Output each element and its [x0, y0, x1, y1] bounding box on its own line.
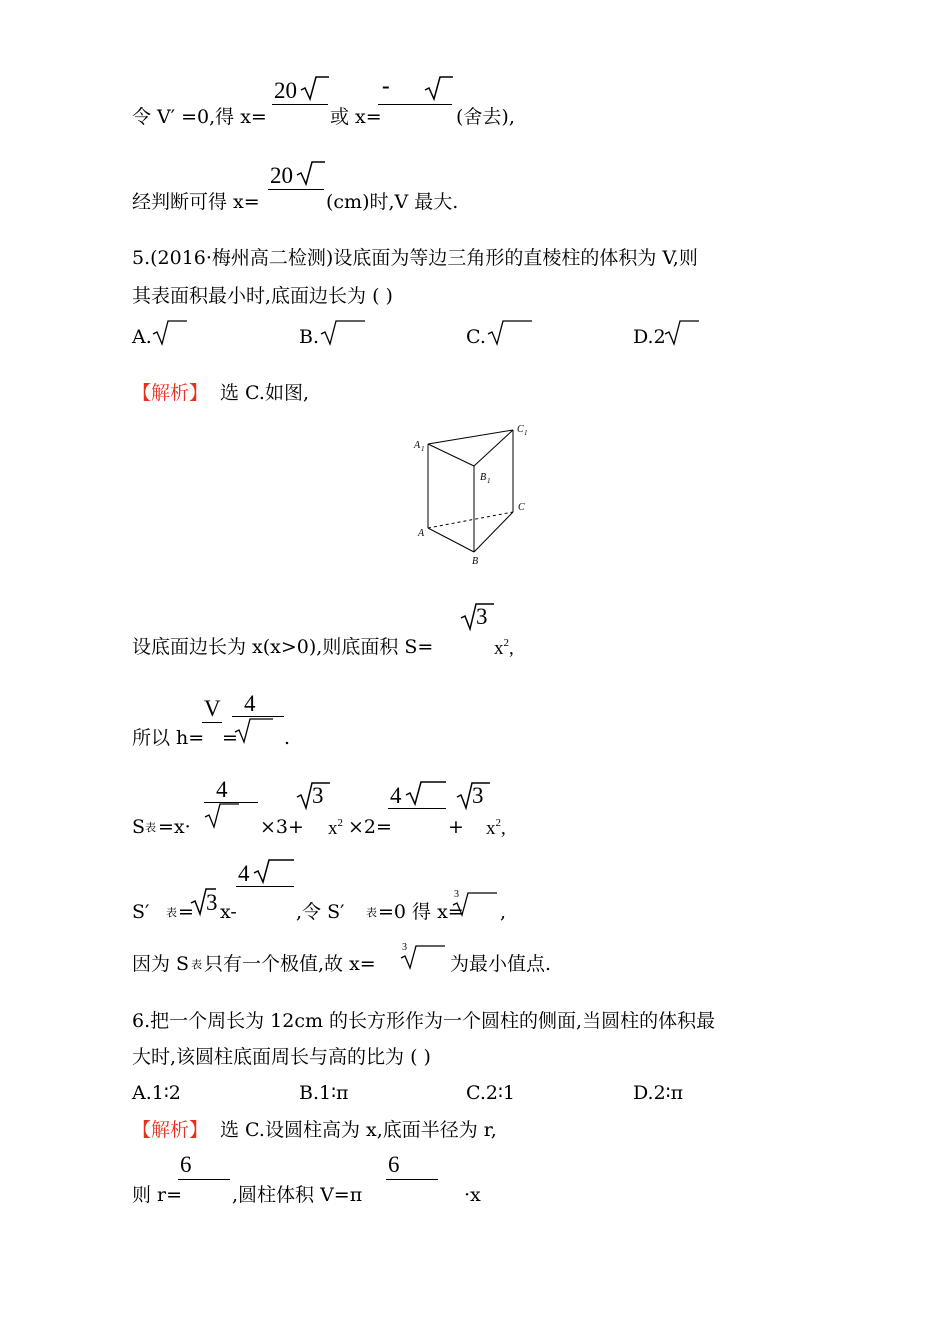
svg-text:1: 1 [421, 445, 425, 453]
x-squared: $x^2$, [494, 637, 514, 659]
fraction-bar [378, 104, 452, 105]
vertex-label: C [517, 424, 524, 435]
q6-option-c: C.2∶1 [466, 1082, 516, 1104]
line2-suffix: (cm)时,V 最大. [326, 191, 459, 213]
cube-root-icon [400, 945, 446, 971]
q5-stem-line1: 5.(2016·梅州高二检测)设底面为等边三角形的直棱柱的体积为 V,则 [132, 247, 698, 269]
fraction-bar [232, 716, 284, 717]
fraction-bar [386, 1179, 438, 1180]
svg-text:1: 1 [487, 477, 491, 485]
sqrt-icon [253, 859, 295, 885]
sqrt-icon [405, 781, 447, 807]
sqrt-icon [204, 803, 240, 829]
q6-analysis-tag: 【解析】 [132, 1119, 209, 1141]
q5-option-b: B. [299, 326, 320, 348]
frac2-numerator: - [382, 73, 390, 98]
q6-option-d: D.2∶π [633, 1082, 684, 1104]
vertex-label: B [472, 556, 479, 567]
or-text: 或 x= [330, 106, 382, 128]
q6-option-b: B.1∶π [299, 1082, 349, 1104]
fraction-bar [202, 722, 222, 723]
q6-stem-line2: 大时,该圆柱底面周长与高的比为 ( ) [132, 1046, 431, 1068]
frac-numerator: 20 [270, 163, 293, 188]
sqrt-radicand: 3 [476, 604, 488, 629]
cube-root-icon [452, 892, 498, 918]
q5-stem-line2: 其表面积最小时,底面边长为 ( ) [132, 285, 393, 307]
sqrt-icon [234, 718, 274, 744]
vertex-label: A [414, 440, 421, 451]
svg-text:1: 1 [524, 429, 528, 437]
vertex-label: C [518, 502, 525, 513]
vertex-label: A [418, 528, 425, 539]
line1-prefix: 令 V′ =0,得 x= [132, 106, 267, 128]
vertex-label: B [480, 472, 487, 483]
sqrt-icon [664, 320, 700, 346]
frac1-numerator: 20 [274, 78, 297, 103]
q6-stem-line1: 6.把一个周长为 12cm 的长方形作为一个圆柱的侧面,当圆柱的体积最 [132, 1010, 716, 1032]
fraction-bar [178, 1179, 230, 1180]
q6-analysis-text: 选 C.设圆柱高为 x,底面半径为 r, [220, 1119, 497, 1141]
line1-suffix: (舍去), [456, 106, 515, 128]
sqrt-icon [296, 161, 326, 187]
sqrt-icon [300, 76, 330, 102]
fraction-bar [236, 886, 294, 887]
q5-analysis-text: 选 C.如图, [220, 382, 309, 404]
prism-figure [400, 410, 550, 570]
sqrt-icon [424, 76, 454, 102]
q6-option-a: A.1∶2 [132, 1082, 181, 1104]
h-numerator-v: V [204, 696, 221, 721]
line2-prefix: 经判断可得 x= [132, 191, 260, 213]
fraction-bar [268, 189, 324, 190]
sqrt-icon [487, 320, 533, 346]
q5-option-d: D.2 [633, 326, 666, 348]
fraction-bar [388, 808, 446, 809]
h-numerator-4: 4 [244, 691, 256, 716]
equals: = [222, 727, 238, 749]
fraction-bar [272, 104, 328, 105]
q5-analysis-tag: 【解析】 [132, 382, 209, 404]
area-line-prefix: 设底面边长为 x(x>0),则底面积 S= [132, 636, 434, 658]
q5-option-a: A. [132, 326, 152, 348]
sqrt-icon [320, 320, 366, 346]
sqrt-icon [152, 320, 188, 346]
h-line-prefix: 所以 h= [132, 727, 205, 749]
h-line-end: . [284, 727, 291, 749]
q5-option-c: C. [466, 326, 486, 348]
